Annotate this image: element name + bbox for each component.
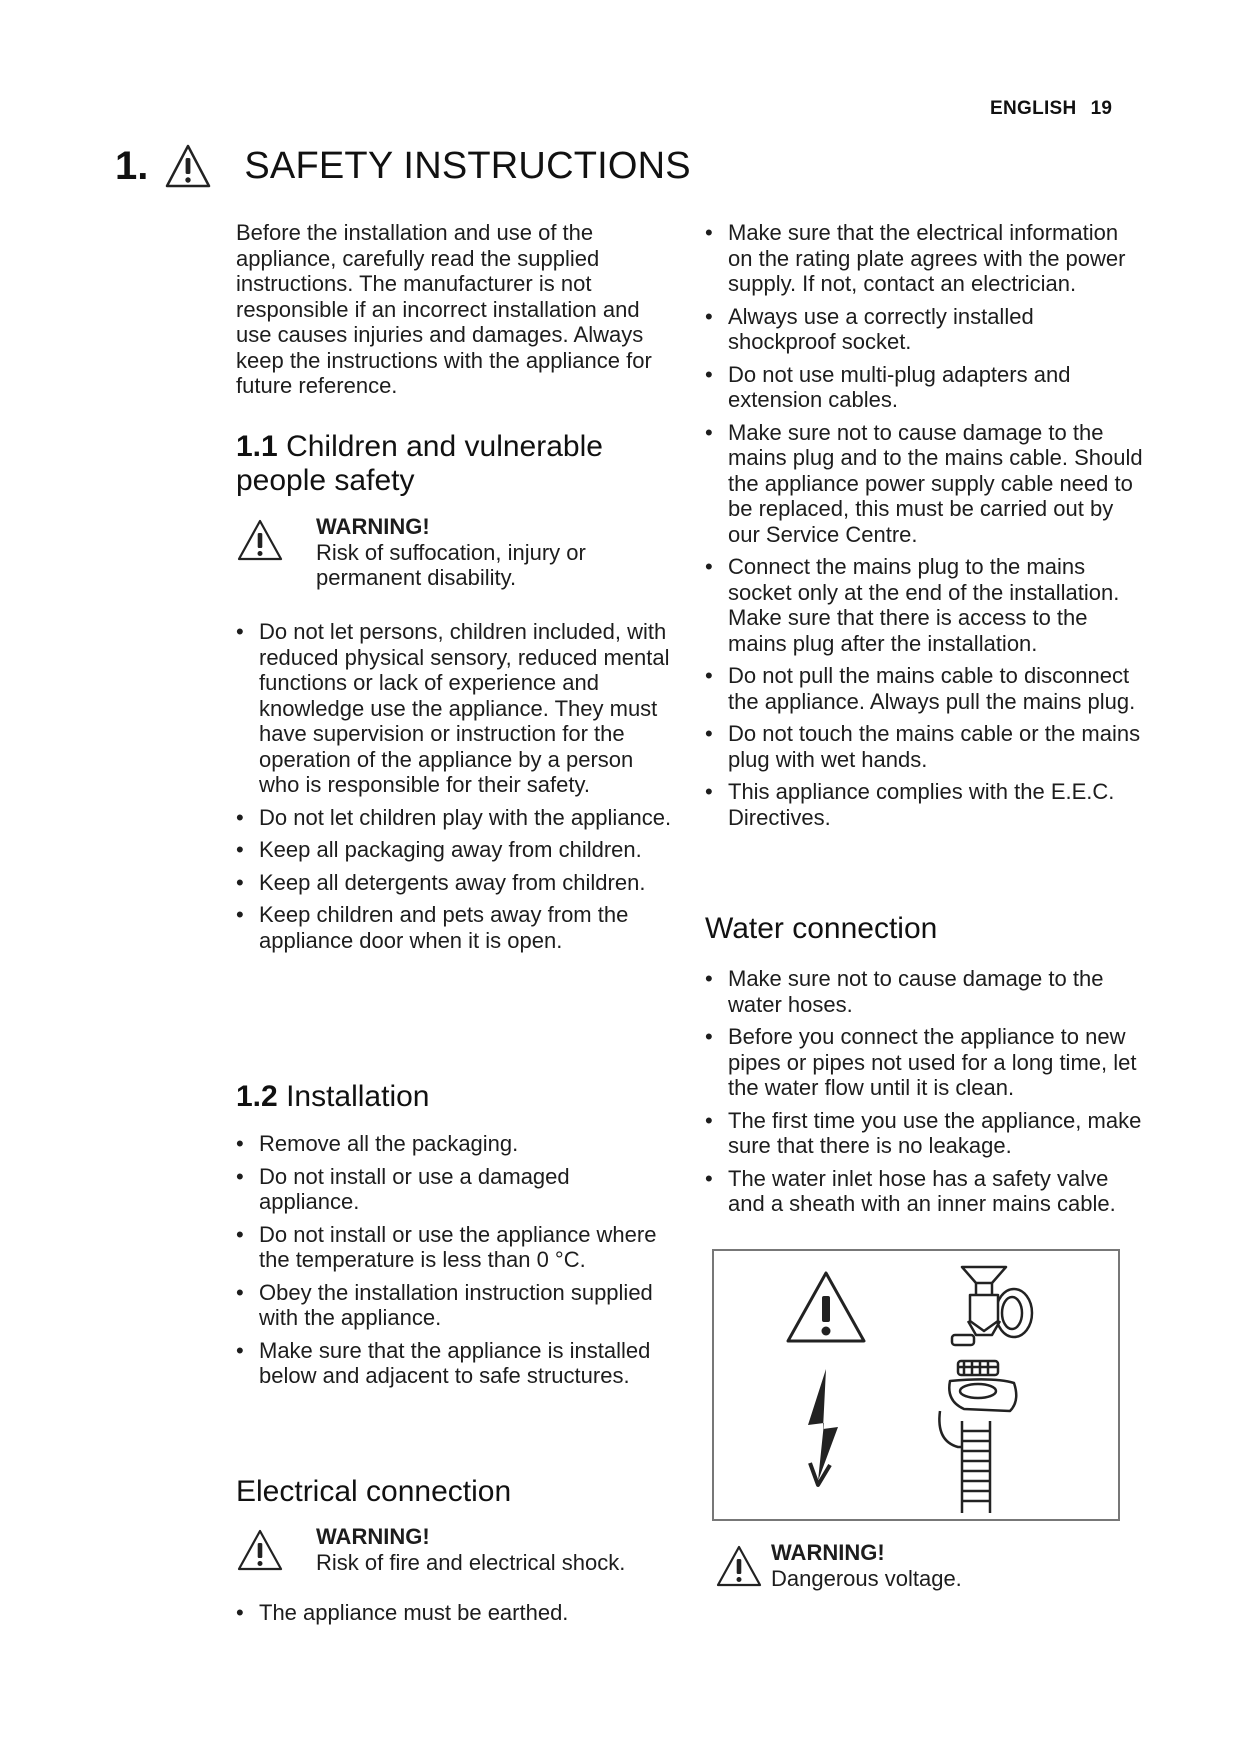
- page-number: 19: [1090, 98, 1113, 119]
- list-item: • Keep children and pets away from the appliance door when it is open.: [236, 902, 676, 953]
- water-inlet-valve-illustration: [939, 1267, 1032, 1513]
- warning-text: Dangerous voltage.: [771, 1565, 962, 1591]
- list-item: • Always use a correctly installed shockproof socket.: [705, 304, 1145, 355]
- electrical-list-part-2: [705, 220, 1145, 837]
- list-item: • Do not let children play with the appliance.: [236, 805, 676, 831]
- list-item: • The appliance must be earthed.: [236, 1600, 676, 1626]
- warning-text-block: [771, 1540, 962, 1591]
- page-header: [990, 98, 1112, 120]
- list-item: • Do not touch the mains cable or the mains plug with wet hands.: [705, 721, 1145, 772]
- list-item: • Remove all the packaging.: [236, 1131, 676, 1157]
- warning-block: [715, 1540, 1145, 1591]
- section-1-1-heading: [236, 430, 676, 498]
- chapter-number: 1.: [115, 143, 149, 188]
- electrical-list-part-1: [236, 1600, 676, 1633]
- section-number: 1.2: [236, 1080, 278, 1113]
- chapter-title: SAFETY INSTRUCTIONS: [244, 144, 691, 187]
- section-1-2-heading: [236, 1080, 676, 1114]
- chapter-heading: [115, 136, 691, 196]
- warning-block: [236, 514, 676, 591]
- list-item: • The water inlet hose has a safety valve and a sheath with an inner mains cable.: [705, 1166, 1145, 1217]
- warning-label: WARNING!: [316, 514, 430, 539]
- water-inlet-figure: [712, 1249, 1120, 1521]
- section-title: Installation: [286, 1080, 430, 1113]
- intro-paragraph: Before the installation and use of the appliance, carefully read the supplied instructions. The manufacturer is not responsible if an incorrect installation and use causes injuries and damages. Always keep the instructions with the appliance for future reference.: [236, 220, 652, 398]
- list-item: • Connect the mains plug to the mains socket only at the end of the installation. Make sure that there is access to the mains plug after the installation.: [705, 554, 1145, 656]
- list-item: • Make sure that the electrical information on the rating plate agrees with the power supply. If not, contact an electrician.: [705, 220, 1145, 297]
- list-item: • Keep all detergents away from children.: [236, 870, 676, 896]
- list-item: • Do not install or use the appliance where the temperature is less than 0 °C.: [236, 1222, 676, 1273]
- list-item: • Make sure not to cause damage to the water hoses.: [705, 966, 1145, 1017]
- list-item: • Do not use multi-plug adapters and extension cables.: [705, 362, 1145, 413]
- warning-label: WARNING!: [316, 1524, 430, 1549]
- section-number: 1.1: [236, 430, 278, 463]
- warning-text-block: [316, 514, 676, 591]
- list-item: • Make sure not to cause damage to the mains plug and to the mains cable. Should the appliance power supply cable need to be replaced, this must be carried out by our Service Centre.: [705, 420, 1145, 548]
- list-item: • Obey the installation instruction supplied with the appliance.: [236, 1280, 676, 1331]
- warning-block: [236, 1524, 676, 1575]
- electrical-heading: Electrical connection: [236, 1475, 512, 1508]
- warning-text: Risk of fire and electrical shock.: [316, 1549, 626, 1575]
- list-item: • Do not let persons, children included, with reduced physical sensory, reduced mental functions or lack of experience and knowledge use the appliance. They must have supervision or instruction for the operation of the appliance by a person who is responsible for their safety.: [236, 619, 676, 798]
- water-list: [705, 966, 1145, 1224]
- list-item: • Make sure that the appliance is installed below and adjacent to safe structures.: [236, 1338, 676, 1389]
- list-item: • Do not pull the mains cable to disconnect the appliance. Always pull the mains plug.: [705, 663, 1145, 714]
- warning-triangle-icon: [236, 518, 284, 562]
- list-item: • Keep all packaging away from children.: [236, 837, 676, 863]
- warning-text: Risk of suffocation, injury or permanent disability.: [316, 539, 586, 590]
- language-label: ENGLISH: [990, 98, 1077, 119]
- list-item: • The first time you use the appliance, make sure that there is no leakage.: [705, 1108, 1145, 1159]
- children-safety-list: [236, 619, 676, 960]
- lightning-bolt-icon: [808, 1369, 838, 1485]
- installation-list: [236, 1131, 676, 1396]
- list-item: • This appliance complies with the E.E.C. Directives.: [705, 779, 1145, 830]
- list-item: • Before you connect the appliance to new pipes or pipes not used for a long time, let the water flow until it is clean.: [705, 1024, 1145, 1101]
- warning-triangle-icon: [715, 1544, 763, 1588]
- figure-drawing: [714, 1251, 1118, 1519]
- warning-triangle-icon: [164, 143, 212, 189]
- section-title: Children and vulnerable people safety: [236, 430, 603, 497]
- water-heading: Water connection: [705, 912, 938, 945]
- warning-triangle-icon: [236, 1528, 284, 1572]
- warning-text-block: [316, 1524, 625, 1575]
- warning-triangle-icon: [788, 1273, 864, 1341]
- warning-label: WARNING!: [771, 1540, 885, 1565]
- list-item: • Do not install or use a damaged appliance.: [236, 1164, 676, 1215]
